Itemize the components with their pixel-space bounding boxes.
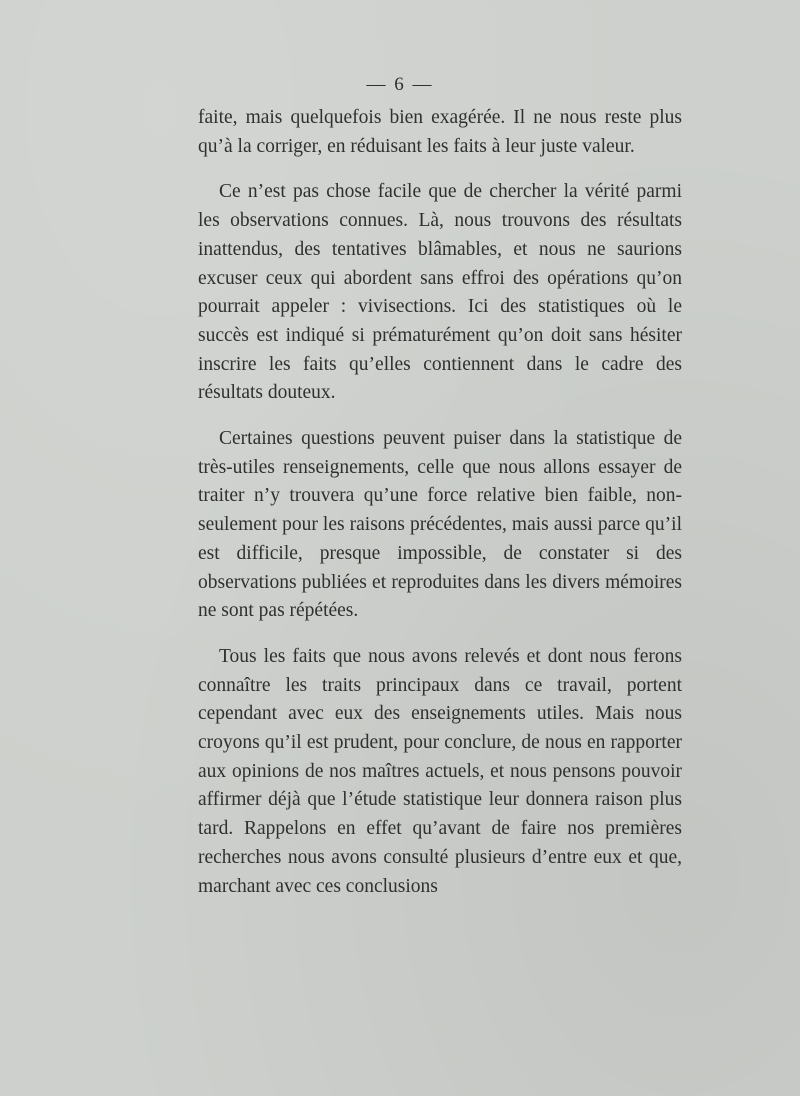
paragraph-4: Tous les faits que nous avons relevés et dont nous ferons connaître les traits principaux dans ce travail, portent cependant avec eux des enseignements utiles. Mais nous croyons qu’il est prudent, pour conclure, de nous en rapporter aux opinions de nos maîtres actuels, et nous pensons pouvoir affirmer déjà que l’étude statistique leur donnera raison plus tard. Rappelons en effet qu’avant de faire nos premières recherches nous avons consulté plusieurs d’entre eux et que, marchant avec ces conclusions [198, 645, 682, 897]
paragraph-2: Ce n’est pas chose facile que de chercher la vérité parmi les observations connues. Là, nous trouvons des résultats inattendus, des tentatives blâmables, et nous ne saurions excuser ceux qui abordent sans effroi des opérations qu’on pourrait appeler : vivisections. Ici des statistiques où le succès est indiqué si prématurément qu’on doit sans hésiter inscrire les faits qu’elles contiennent dans le cadre des résultats douteux. [198, 181, 682, 404]
body-text [198, 104, 682, 901]
page-number: — 6 — [366, 74, 434, 95]
paragraph-1: faite, mais quelquefois bien exagérée. Il ne nous reste plus qu’à la corriger, en réduisant les faits à leur juste valeur. [198, 107, 682, 157]
paragraph-3: Certaines questions peuvent puiser dans la statistique de très-utiles renseignements, celle que nous allons essayer de traiter n’y trouvera qu’une force relative bien faible, non-seulement pour les raisons précédentes, mais aussi parce qu’il est difficile, presque impossible, de constater si des observations publiées et reproduites dans les divers mémoires ne sont pas répétées. [198, 428, 682, 622]
